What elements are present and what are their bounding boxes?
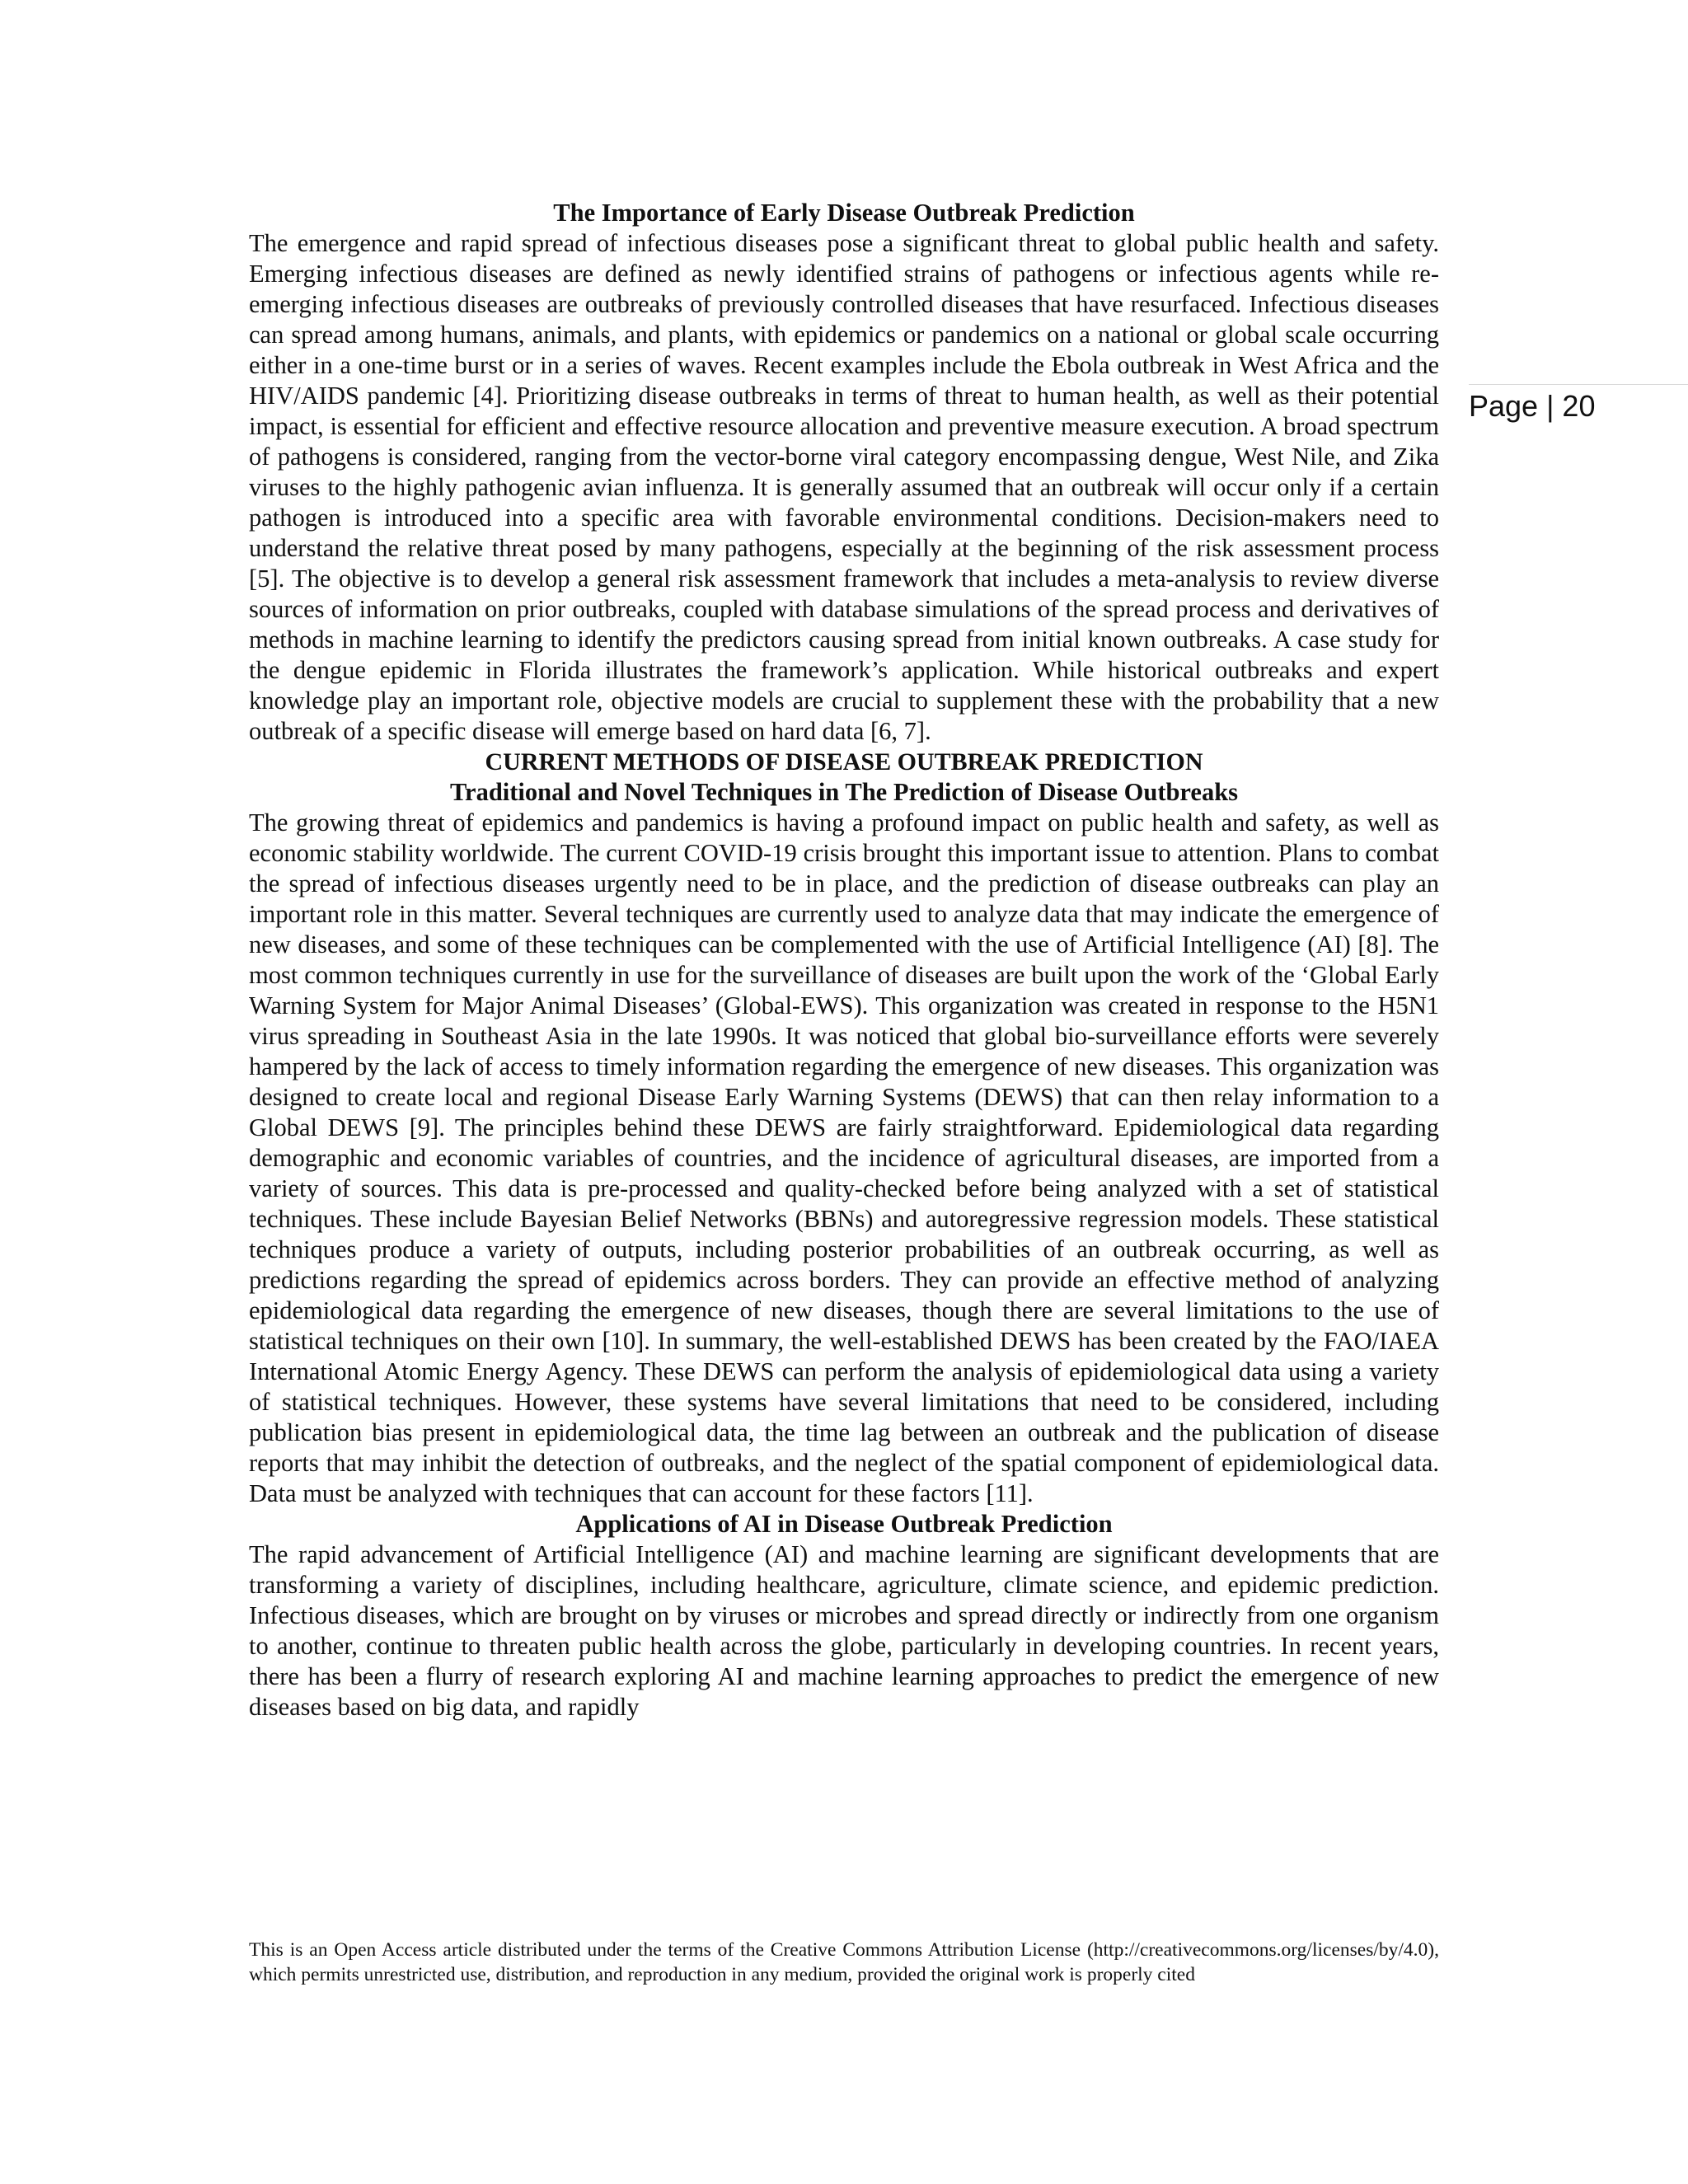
paragraph-importance: The emergence and rapid spread of infectious diseases pose a significant threat to global public health and safety. Emerging infectious diseases are defined as newly identified strains of pathogens or infectious agents while re-emerging infectious diseases are outbreaks of previously controlled diseases that have resurfaced. Infectious diseases can spread among humans, animals, and plants, with epidemics or pandemics on a national or global scale occurring either in a one-time burst or in a series of waves. Recent examples include the Ebola outbreak in West Africa and the HIV/AIDS pandemic [4]. Prioritizing disease outbreaks in terms of threat to human health, as well as their potential impact, is essential for efficient and effective resource allocation and preventive measure execution. A broad spectrum of pathogens is considered, ranging from the vector-borne viral category encompassing dengue, West Nile, and Zika viruses to the highly pathogenic avian influenza. It is generally assumed that an outbreak will occur only if a certain pathogen is introduced into a specific area with favorable environmental conditions. Decision-makers need to understand the relative threat posed by many pathogens, especially at the beginning of the risk assessment process [5]. The objective is to develop a general risk assessment framework that includes a meta-analysis to review diverse sources of information on prior outbreaks, coupled with database simulations of the spread process and derivatives of methods in machine learning to identify the predictors causing spread from initial known outbreaks. A case study for the dengue epidemic in Florida illustrates the framework’s application. While historical outbreaks and expert knowledge play an important role, objective models are crucial to supplement these with the probability that a new outbreak of a specific disease will emerge based on hard data [6, 7]. <box>249 229 1439 745</box>
section-heading-importance: The Importance of Early Disease Outbreak Prediction <box>553 199 1135 227</box>
paragraph-traditional: The growing threat of epidemics and pandemics is having a profound impact on public health and safety, as well as economic stability worldwide. The current COVID-19 crisis brought this important issue to attention. Plans to combat the spread of infectious diseases urgently need to be in place, and the prediction of disease outbreaks can play an important role in this matter. Several techniques are currently used to analyze data that may indicate the emergence of new diseases, and some of these techniques can be complemented with the use of Artificial Intelligence (AI) [8]. The most common techniques currently in use for the surveillance of diseases are built upon the work of the ‘Global Early Warning System for Major Animal Diseases’ (Global-EWS). This organization was created in response to the H5N1 virus spreading in Southeast Asia in the late 1990s. It was noticed that global bio-surveillance efforts were severely hampered by the lack of access to timely information regarding the emergence of new diseases. This organization was designed to create local and regional Disease Early Warning Systems (DEWS) that can then relay information to a Global DEWS [9]. The principles behind these DEWS are fairly straightforward. Epidemiological data regarding demographic and economic variables of countries, and the incidence of agricultural diseases, are imported from a variety of sources. This data is pre-processed and quality-checked before being analyzed with a set of statistical techniques. These include Bayesian Belief Networks (BBNs) and autoregressive regression models. These statistical techniques produce a variety of outputs, including posterior probabilities of an outbreak occurring, as well as predictions regarding the spread of epidemics across borders. They can provide an effective method of analyzing epidemiological data regarding the emergence of new diseases, though there are several limitations to the use of statistical techniques on their own [10]. In summary, the well-established DEWS has been created by the FAO/IAEA International Atomic Energy Agency. These DEWS can perform the analysis of epidemiological data using a variety of statistical techniques. However, these systems have several limitations that need to be considered, including publication bias present in epidemiological data, the time lag between an outbreak and the publication of disease reports that may inhibit the detection of outbreaks, and the neglect of the spatial component of epidemiological data. Data must be analyzed with techniques that can account for these factors [11]. <box>249 808 1439 1507</box>
section-heading-current-methods: CURRENT METHODS OF DISEASE OUTBREAK PREDICTION <box>485 748 1203 776</box>
page-number: Page | 20 <box>1469 384 1688 424</box>
paragraph-applications: The rapid advancement of Artificial Intelligence (AI) and machine learning are significant developments that are transforming a variety of disciplines, including healthcare, agriculture, climate science, and epidemic prediction. Infectious diseases, which are brought on by viruses or microbes and spread directly or indirectly from one organism to another, continue to threaten public health across the globe, particularly in developing countries. In recent years, there has been a flurry of research exploring AI and machine learning approaches to predict the emergence of new diseases based on big data, and rapidly <box>249 1540 1439 1721</box>
subsection-heading-applications: Applications of AI in Disease Outbreak Prediction <box>575 1510 1113 1538</box>
subsection-heading-traditional: Traditional and Novel Techniques in The Prediction of Disease Outbreaks <box>449 778 1239 806</box>
article-body <box>249 198 1439 1722</box>
license-footer: This is an Open Access article distributed under the terms of the Creative Commons Attribution License (http://creativecommons.org/licenses/by/4.0), which permits unrestricted use, distribution, and reproduction in any medium, provided the original work is properly cited <box>249 1939 1439 1985</box>
